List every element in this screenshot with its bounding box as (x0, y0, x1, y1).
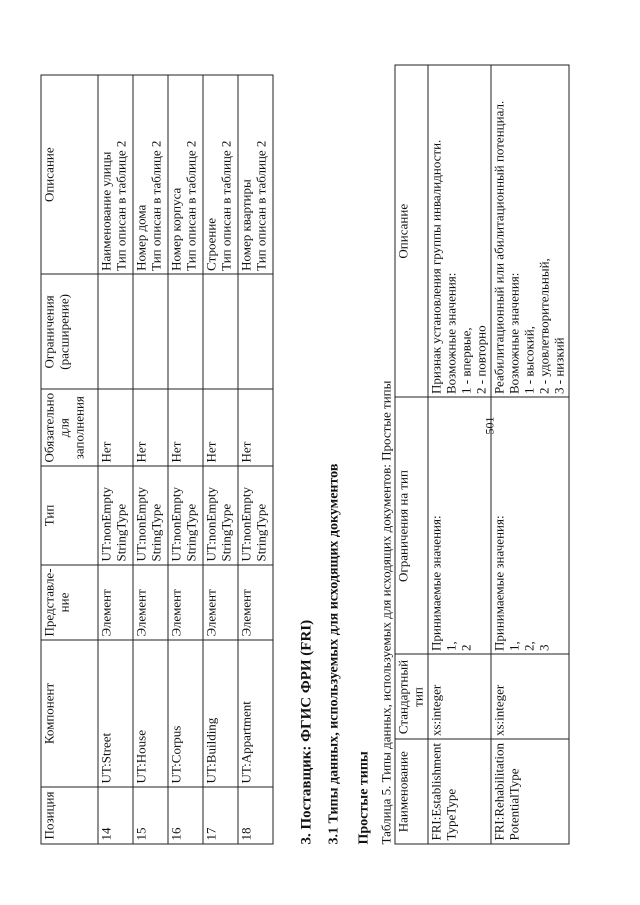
table-row (428, 65, 491, 844)
cell-type-restrictions (491, 398, 569, 655)
header-position: Позиция (41, 787, 98, 844)
cell-representation: Элемент (203, 565, 238, 640)
cell-representation: Элемент (98, 565, 133, 640)
desc-line: 1 - впервые, (458, 327, 474, 394)
desc-line-2: Тип описан в таблице 2 (148, 140, 164, 271)
desc-line: 2 - повторно (473, 325, 489, 394)
type-line-1: UT:nonEmpty (203, 486, 219, 562)
desc-line: 3 - низкий (551, 337, 567, 394)
table-row (238, 75, 273, 844)
cell-description (491, 65, 569, 398)
cell-position: 15 (133, 787, 168, 844)
desc-line: Реабилитационный или абилитационный потенциал. (491, 100, 507, 394)
desc-line: Признак установления группы инвалидности. (428, 139, 444, 394)
restriction-line: 3 (536, 644, 552, 651)
cell-description (238, 75, 273, 274)
simple-types-table (395, 65, 570, 845)
restriction-line: 2, (521, 641, 537, 651)
type-line-2: StringType (253, 503, 269, 562)
cell-representation: Элемент (168, 565, 203, 640)
section-heading: 3. Поставщик: ФГИС ФРИ (FRI) (298, 619, 315, 845)
cell-description (168, 75, 203, 274)
cell-position: 18 (238, 787, 273, 844)
rotated-page (41, 50, 601, 855)
table-row (168, 75, 203, 844)
restriction-line: 2 (458, 644, 474, 651)
type-line-1: UT:nonEmpty (98, 486, 114, 562)
cell-component: UT:Street (98, 640, 133, 787)
type-line-2: StringType (113, 503, 129, 562)
header-description: Описание (41, 75, 98, 274)
page-content (41, 50, 601, 855)
type-line-2: StringType (183, 503, 199, 562)
desc-line-2: Тип описан в таблице 2 (218, 140, 234, 271)
cell-name (491, 740, 569, 845)
cell-restrictions (98, 274, 133, 389)
cell-required: Нет (133, 389, 168, 466)
restriction-line: 1, (506, 641, 522, 651)
cell-position: 17 (203, 787, 238, 844)
cell-description (203, 75, 238, 274)
header-name: Наименование (395, 740, 428, 845)
subsection-heading: 3.1 Типы данных, используемых для исходящих документов (326, 463, 342, 845)
cell-type-restrictions (428, 398, 491, 655)
header-description: Описание (395, 65, 428, 398)
type-line-2: StringType (218, 503, 234, 562)
cell-required: Нет (168, 389, 203, 466)
header-component: Компонент (41, 640, 98, 787)
cell-standard-type: xs:integer (491, 655, 569, 740)
page-number: 501 (482, 416, 497, 435)
restriction-line: Принимаемые значения: (491, 515, 507, 651)
cell-type (98, 466, 133, 565)
desc-line-1: Номер дома (133, 204, 149, 271)
cell-required: Нет (98, 389, 133, 466)
desc-line: 1 - высокий, (521, 326, 537, 394)
type-line-2: StringType (148, 503, 164, 562)
cell-representation: Элемент (238, 565, 273, 640)
header-type-restrictions: Ограничения на тип (395, 398, 428, 655)
table-caption: Таблица 5. Типы данных, используемых для исходящих документов: Простые типы (378, 380, 394, 845)
cell-description (98, 75, 133, 274)
cell-restrictions (168, 274, 203, 389)
name-line-2: TypeType (443, 788, 459, 841)
simple-types-heading: Простые типы (356, 751, 372, 845)
cell-standard-type: xs:integer (428, 655, 491, 740)
desc-line-2: Тип описан в таблице 2 (113, 140, 129, 271)
cell-component: UT:Corpus (168, 640, 203, 787)
cell-required: Нет (203, 389, 238, 466)
restriction-line: Принимаемые значения: (428, 515, 444, 651)
cell-description (428, 65, 491, 398)
header-representation: Представле-ние (41, 565, 98, 640)
desc-line: Возможные значения: (443, 272, 459, 394)
header-restrictions: Ограничения (расширение) (41, 274, 98, 389)
type-line-1: UT:nonEmpty (133, 486, 149, 562)
table-row (133, 75, 168, 844)
type-line-1: UT:nonEmpty (168, 486, 184, 562)
cell-component: UT:Appartment (238, 640, 273, 787)
header-required: Обязательно для заполнения (41, 389, 98, 466)
name-line-2: PotentialType (506, 768, 522, 841)
desc-line-1: Номер корпуса (168, 187, 184, 271)
cell-component: UT:Building (203, 640, 238, 787)
cell-component: UT:House (133, 640, 168, 787)
desc-line: Возможные значения: (506, 272, 522, 394)
restriction-line: 1, (443, 641, 459, 651)
cell-type (168, 466, 203, 565)
components-table (41, 75, 274, 845)
cell-restrictions (238, 274, 273, 389)
cell-restrictions (203, 274, 238, 389)
cell-type (203, 466, 238, 565)
table-header-row (41, 75, 98, 844)
name-line-1: FRI:Rehabilitation (491, 743, 507, 841)
table-row (203, 75, 238, 844)
cell-position: 16 (168, 787, 203, 844)
desc-line: 2 - удовлетворительный, (536, 258, 552, 394)
cell-representation: Элемент (133, 565, 168, 640)
desc-line-1: Номер квартиры (238, 179, 254, 271)
table-row (491, 65, 569, 844)
name-line-1: FRI:Establishment (428, 743, 444, 841)
type-line-1: UT:nonEmpty (238, 486, 254, 562)
table-header-row (395, 65, 428, 844)
desc-line-2: Тип описан в таблице 2 (253, 140, 269, 271)
cell-description (133, 75, 168, 274)
cell-required: Нет (238, 389, 273, 466)
cell-type (133, 466, 168, 565)
desc-line-1: Строение (203, 217, 219, 271)
desc-line-1: Наименование улицы (98, 151, 114, 271)
cell-position: 14 (98, 787, 133, 844)
table-row (98, 75, 133, 844)
header-standard-type: Стандартный тип (395, 655, 428, 740)
desc-line-2: Тип описан в таблице 2 (183, 140, 199, 271)
cell-name (428, 740, 491, 845)
header-type: Тип (41, 466, 98, 565)
cell-type (238, 466, 273, 565)
cell-restrictions (133, 274, 168, 389)
